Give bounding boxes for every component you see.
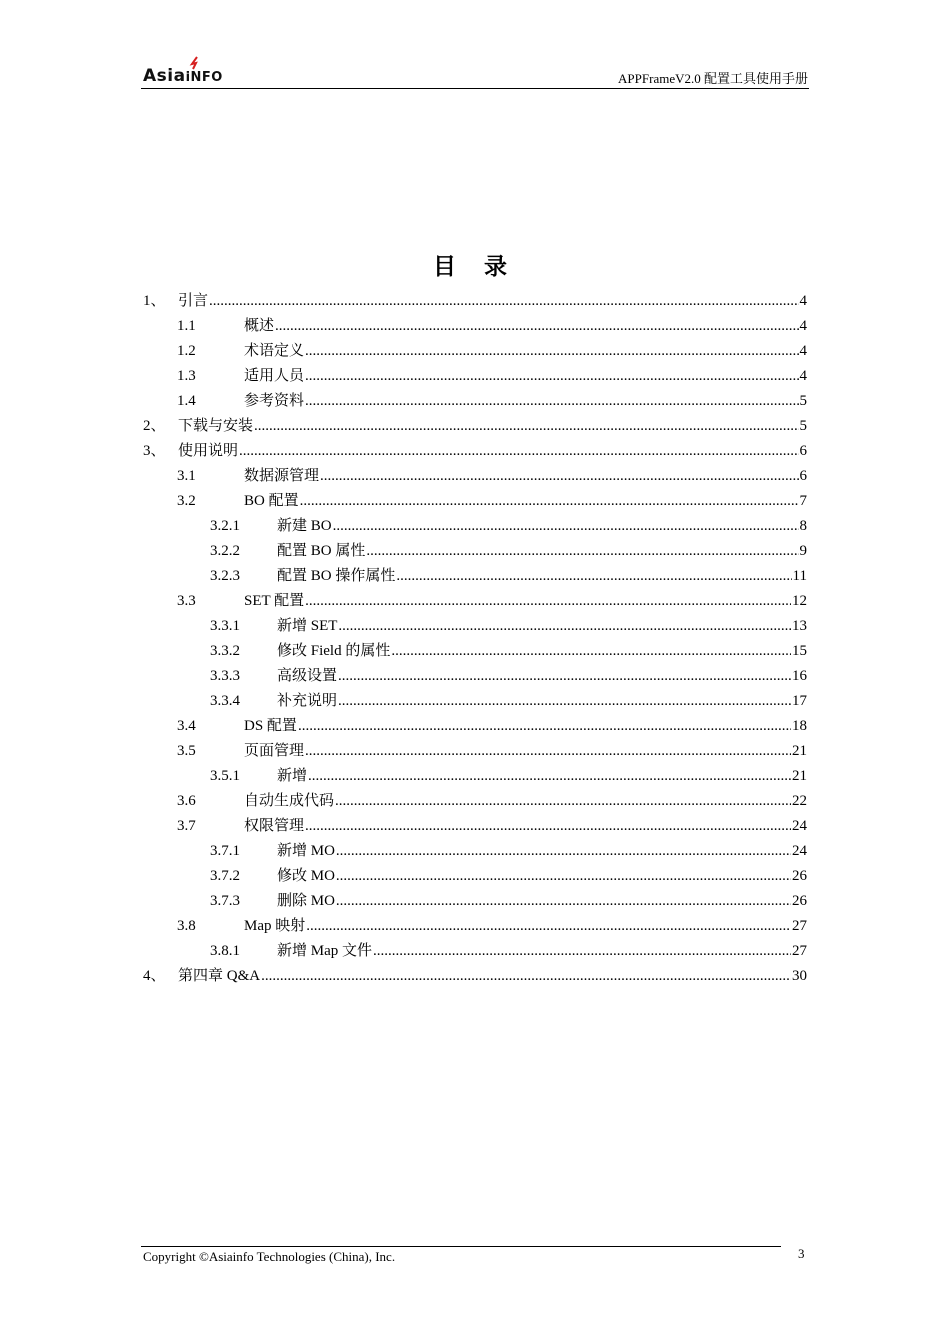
toc-entry-page: 30	[792, 968, 807, 984]
toc-entry-label: 补充说明	[277, 693, 338, 709]
toc-entry-page: 26	[792, 893, 807, 909]
toc-entry-page: 4	[799, 293, 807, 309]
toc-leader-dots	[391, 639, 791, 664]
toc-entry-page: 4	[799, 368, 807, 384]
toc-entry-number: 3.5.1	[210, 768, 240, 784]
toc-leader-dots	[338, 614, 791, 639]
toc-entry-page: 26	[792, 868, 807, 884]
toc-leader-dots	[306, 914, 791, 939]
header-divider	[141, 88, 809, 89]
toc-entry-page: 8	[799, 518, 807, 534]
toc-entry-number: 3.3.4	[210, 693, 240, 709]
toc-entry-page: 9	[799, 543, 807, 559]
toc-entry-page: 5	[799, 393, 807, 409]
toc-entry[interactable]	[143, 414, 807, 439]
toc-entry-number: 2、	[143, 418, 166, 434]
toc-entry[interactable]	[143, 714, 807, 739]
toc-leader-dots	[338, 664, 791, 689]
toc-leader-dots	[239, 439, 798, 464]
toc-entry-label: 适用人员	[244, 368, 305, 384]
toc-entry-number: 3.3.1	[210, 618, 240, 634]
toc-entry-label: 页面管理	[244, 743, 305, 759]
toc-entry-page: 7	[799, 493, 807, 509]
toc-leader-dots	[320, 464, 798, 489]
toc-entry-page: 16	[792, 668, 807, 684]
toc-entry-label: 配置 BO 操作属性	[277, 568, 396, 584]
toc-entry-number: 3.8.1	[210, 943, 240, 959]
toc-entry-number: 1.2	[177, 343, 196, 359]
toc-entry[interactable]	[143, 439, 807, 464]
toc-leader-dots	[209, 289, 798, 314]
toc-entry[interactable]	[143, 314, 807, 339]
toc-entry-number: 1.1	[177, 318, 196, 334]
toc-entry-page: 6	[799, 443, 807, 459]
toc-entry[interactable]	[143, 789, 807, 814]
toc-entry-page: 21	[792, 743, 807, 759]
toc-entry[interactable]	[143, 339, 807, 364]
toc-leader-dots	[333, 514, 799, 539]
toc-entry-number: 1.4	[177, 393, 196, 409]
toc-entry-number: 1.3	[177, 368, 196, 384]
toc-entry-number: 3.2.1	[210, 518, 240, 534]
toc-entry-label: 修改 MO	[277, 868, 335, 884]
toc-entry-number: 3.7	[177, 818, 196, 834]
toc-entry-label: 自动生成代码	[244, 793, 335, 809]
toc-entry-label: 配置 BO 属性	[277, 543, 366, 559]
toc-entry-number: 3.8	[177, 918, 196, 934]
toc-entry-label: 使用说明	[178, 443, 239, 459]
toc-leader-dots	[366, 539, 798, 564]
toc-entry-label: SET 配置	[244, 593, 305, 609]
document-title: APPFrameV2.0 配置工具使用手册	[618, 71, 808, 86]
toc-entry-number: 3.5	[177, 743, 196, 759]
toc-entry-label: 新增 Map 文件	[277, 943, 372, 959]
toc-entry[interactable]	[143, 289, 807, 314]
toc-entry[interactable]	[143, 664, 807, 689]
toc-entry[interactable]	[143, 939, 807, 964]
toc-entry[interactable]	[143, 689, 807, 714]
toc-leader-dots	[305, 589, 791, 614]
toc-entry-page: 24	[792, 843, 807, 859]
toc-entry-number: 3.3	[177, 593, 196, 609]
toc-entry-page: 11	[792, 568, 807, 584]
toc-entry[interactable]	[143, 764, 807, 789]
toc-entry[interactable]	[143, 589, 807, 614]
toc-entry-label: 权限管理	[244, 818, 305, 834]
toc-entry-label: 新建 BO	[277, 518, 332, 534]
toc-entry-number: 3.2	[177, 493, 196, 509]
toc-entry-page: 12	[792, 593, 807, 609]
toc-leader-dots	[373, 939, 791, 964]
toc-entry-label: 概述	[244, 318, 275, 334]
logo-secondary: iNFO	[185, 70, 223, 85]
toc-entry-page: 13	[792, 618, 807, 634]
toc-entry-label: 修改 Field 的属性	[277, 643, 391, 659]
toc-entry-number: 3.7.1	[210, 843, 240, 859]
toc-entry[interactable]	[143, 914, 807, 939]
toc-entry-page: 15	[792, 643, 807, 659]
toc-entry-page: 4	[799, 343, 807, 359]
toc-leader-dots	[396, 564, 791, 589]
toc-entry-number: 3.4	[177, 718, 196, 734]
toc-entry-page: 18	[792, 718, 807, 734]
toc-entry-number: 3.1	[177, 468, 196, 484]
toc-entry-number: 3.2.2	[210, 543, 240, 559]
toc-leader-dots	[305, 364, 798, 389]
toc-leader-dots	[305, 739, 791, 764]
toc-heading: 目 录	[432, 254, 517, 280]
toc-entry-page: 24	[792, 818, 807, 834]
toc-entry-label: 引言	[178, 293, 209, 309]
toc-leader-dots	[308, 764, 791, 789]
toc-entry-label: 第四章 Q&A	[178, 968, 261, 984]
toc-entry-label: BO 配置	[244, 493, 299, 509]
toc-entry-number: 1、	[143, 293, 166, 309]
toc-entry-label: 参考资料	[244, 393, 305, 409]
toc-entry[interactable]	[143, 739, 807, 764]
toc-entry-number: 3.3.3	[210, 668, 240, 684]
toc-entry-label: 新增 MO	[277, 843, 335, 859]
toc-entry-label: 新增	[277, 768, 308, 784]
toc-entry-page: 5	[799, 418, 807, 434]
toc-leader-dots	[336, 864, 791, 889]
toc-entry-label: 下载与安装	[178, 418, 254, 434]
toc-entry[interactable]	[143, 814, 807, 839]
toc-entry-number: 3.2.3	[210, 568, 240, 584]
toc-entry-number: 3.7.3	[210, 893, 240, 909]
toc-entry-label: DS 配置	[244, 718, 297, 734]
toc-leader-dots	[305, 814, 791, 839]
toc-entry[interactable]	[143, 964, 807, 989]
toc-entry[interactable]	[143, 889, 807, 914]
toc-entry-page: 27	[792, 943, 807, 959]
toc-entry-label: 高级设置	[277, 668, 338, 684]
toc-entry-page: 17	[792, 693, 807, 709]
toc-leader-dots	[338, 689, 791, 714]
toc-entry[interactable]	[143, 364, 807, 389]
toc-entry-label: 术语定义	[244, 343, 305, 359]
toc-entry-page: 21	[792, 768, 807, 784]
toc-leader-dots	[336, 839, 791, 864]
toc-entry-label: 新增 SET	[277, 618, 338, 634]
toc-leader-dots	[275, 314, 798, 339]
table-of-contents	[143, 289, 807, 989]
toc-entry[interactable]	[143, 539, 807, 564]
toc-leader-dots	[335, 789, 791, 814]
toc-entry-page: 22	[792, 793, 807, 809]
toc-entry[interactable]	[143, 864, 807, 889]
toc-leader-dots	[298, 714, 791, 739]
toc-entry-label: 数据源管理	[244, 468, 320, 484]
logo-primary: Asia	[143, 66, 186, 86]
toc-entry[interactable]	[143, 639, 807, 664]
page-number: 3	[798, 1246, 805, 1261]
toc-entry-number: 3.6	[177, 793, 196, 809]
toc-entry[interactable]	[143, 564, 807, 589]
asiainfo-logo	[143, 56, 253, 88]
toc-leader-dots	[336, 889, 791, 914]
toc-entry[interactable]	[143, 839, 807, 864]
toc-entry-number: 4、	[143, 968, 166, 984]
toc-entry-label: Map 映射	[244, 918, 306, 934]
toc-entry[interactable]	[143, 489, 807, 514]
toc-entry[interactable]	[143, 514, 807, 539]
copyright-notice: Copyright ©Asiainfo Technologies (China), Inc.	[143, 1249, 396, 1264]
toc-entry[interactable]	[143, 464, 807, 489]
toc-leader-dots	[300, 489, 799, 514]
toc-entry-number: 3、	[143, 443, 166, 459]
logo-text	[143, 66, 223, 86]
toc-leader-dots	[254, 414, 798, 439]
toc-entry-page: 6	[799, 468, 807, 484]
toc-leader-dots	[305, 339, 798, 364]
toc-entry-label: 删除 MO	[277, 893, 335, 909]
toc-entry[interactable]	[143, 614, 807, 639]
toc-leader-dots	[305, 389, 798, 414]
toc-entry-page: 27	[792, 918, 807, 934]
toc-entry-number: 3.7.2	[210, 868, 240, 884]
toc-entry-number: 3.3.2	[210, 643, 240, 659]
toc-entry[interactable]	[143, 389, 807, 414]
toc-entry-page: 4	[799, 318, 807, 334]
footer-divider	[141, 1246, 781, 1247]
toc-leader-dots	[261, 964, 791, 989]
